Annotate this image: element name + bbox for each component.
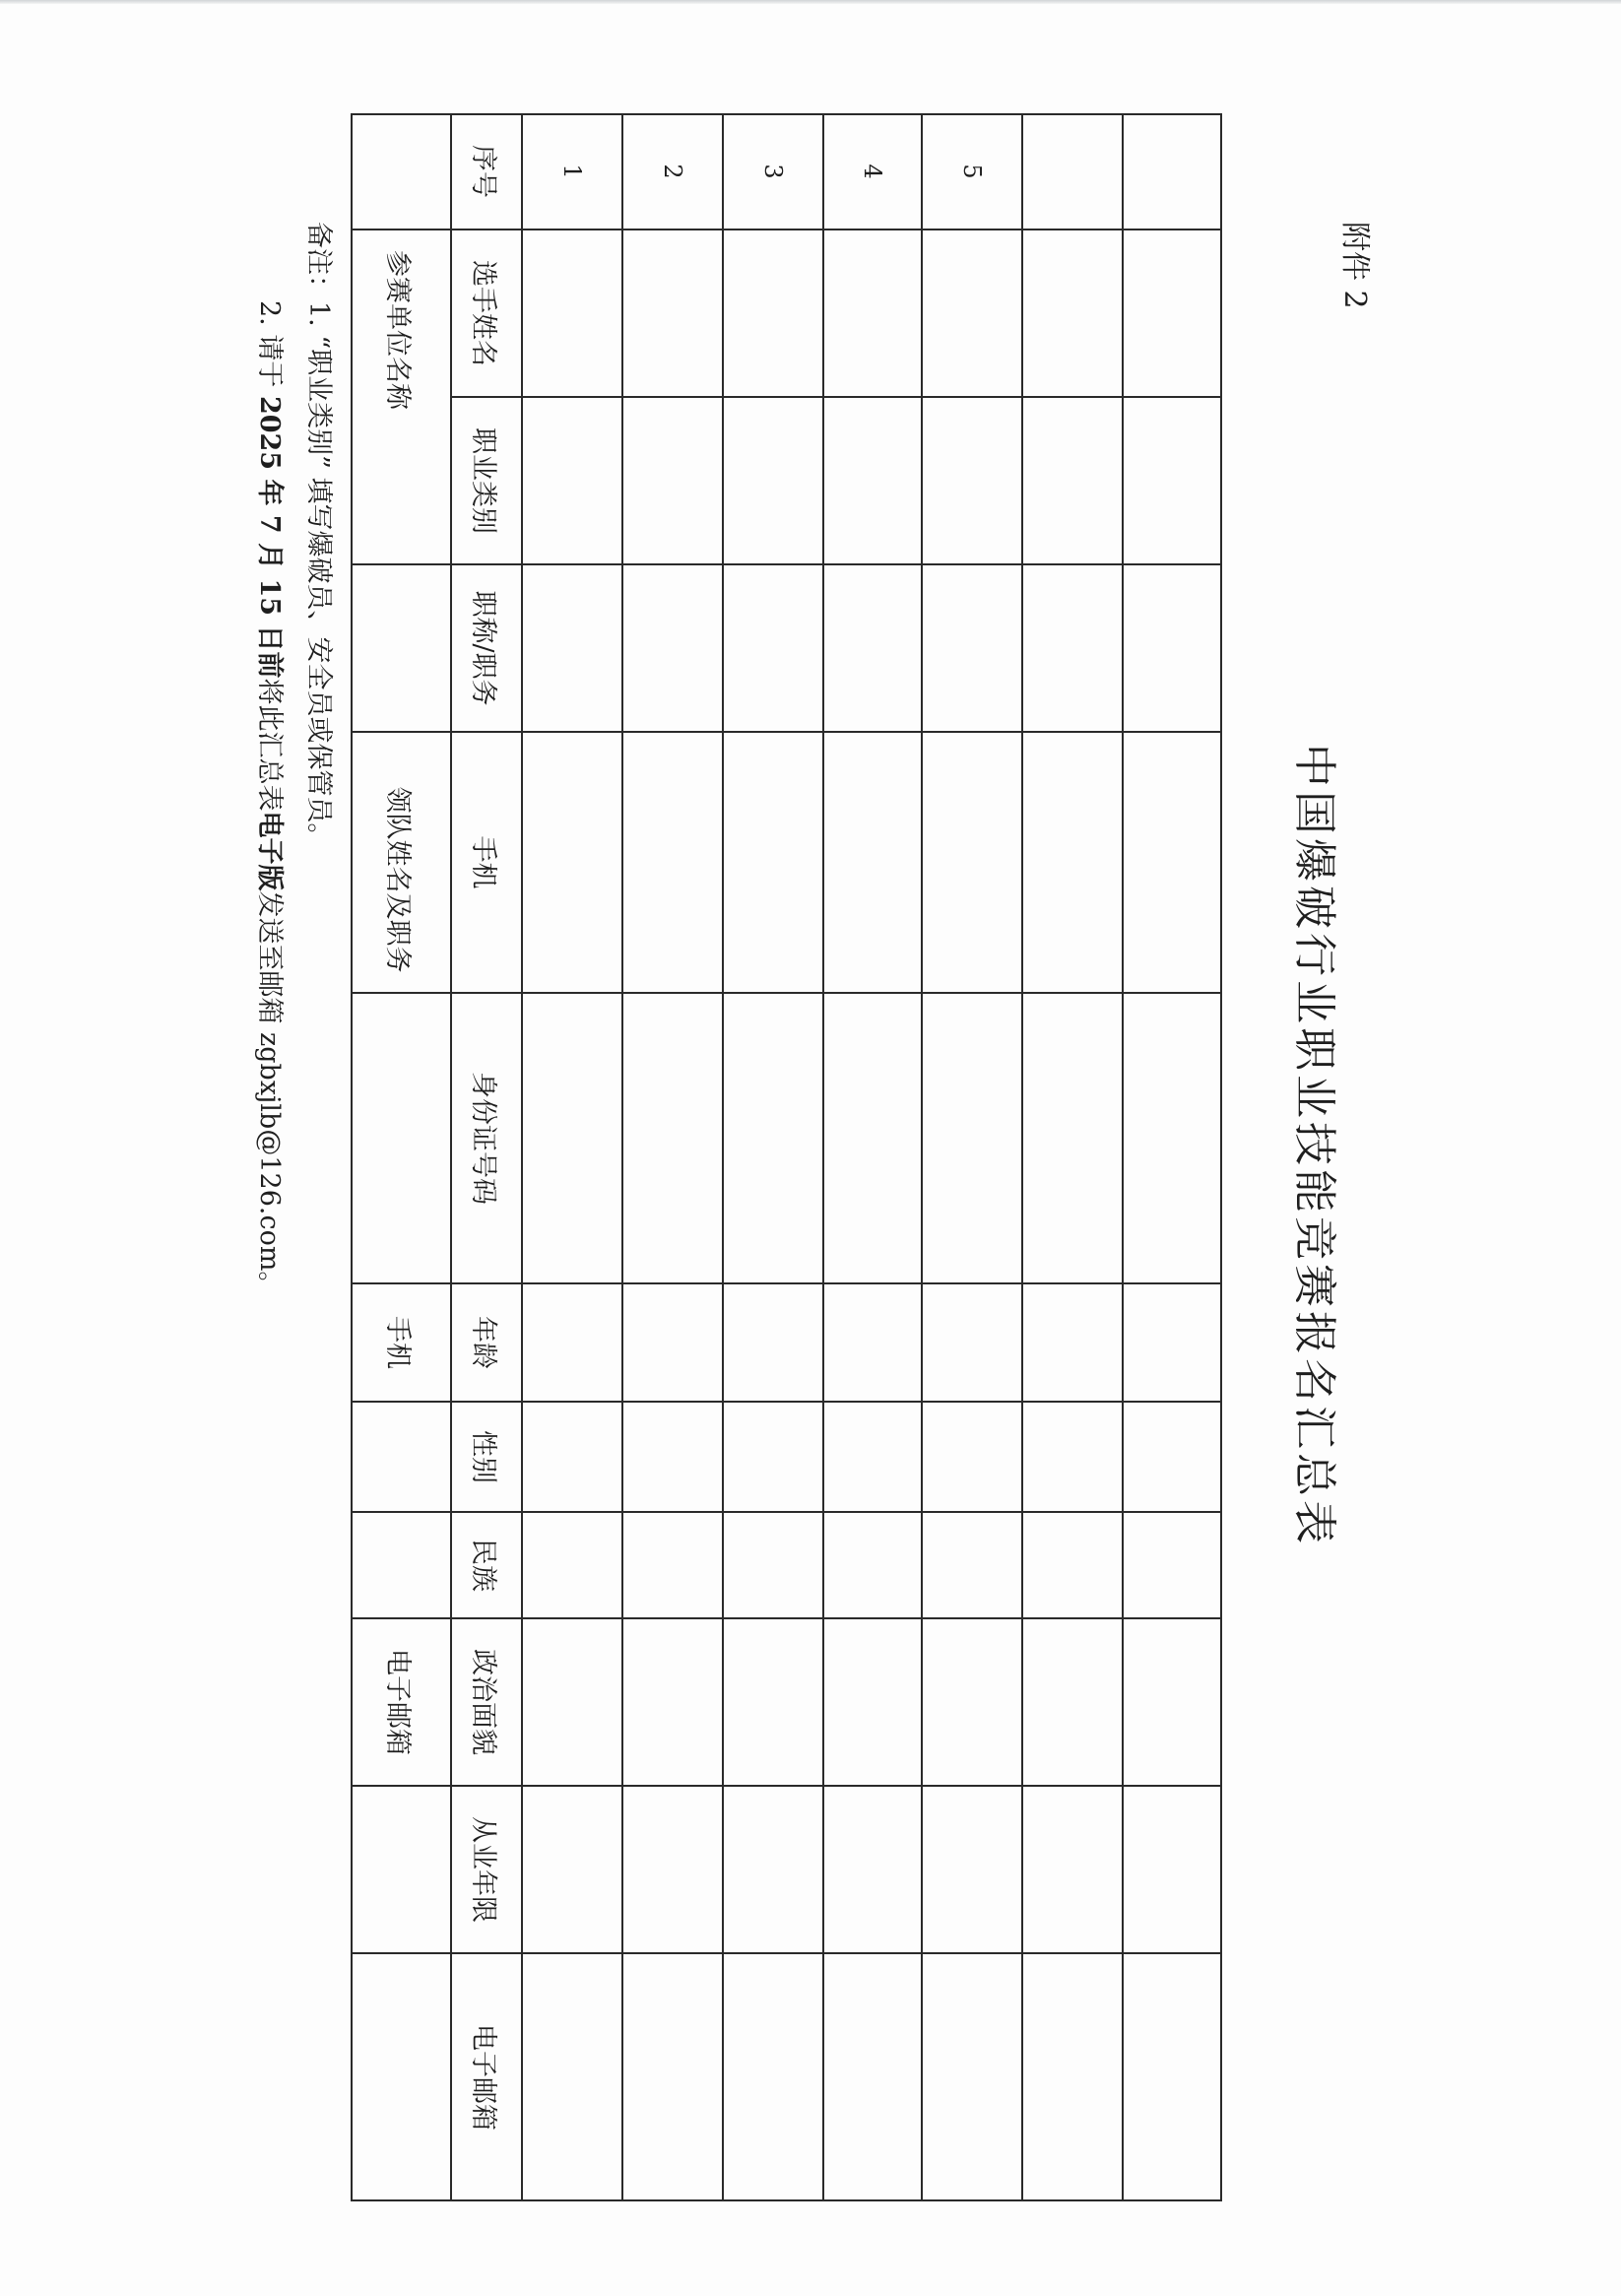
header-occupation: 职业类别 bbox=[468, 427, 499, 534]
row-number: 4 bbox=[859, 164, 886, 179]
header-age: 年龄 bbox=[468, 1316, 499, 1369]
row-number: 3 bbox=[759, 164, 787, 179]
header-years-employed: 从业年限 bbox=[468, 1816, 499, 1923]
leader-label: 领队姓名及职务 bbox=[382, 786, 414, 973]
leader-phone-label: 手机 bbox=[382, 1316, 414, 1369]
header-political-status: 政治面貌 bbox=[468, 1649, 499, 1755]
row-number: 5 bbox=[958, 164, 986, 179]
note-2-middle: 将此汇总表 bbox=[254, 678, 285, 812]
note-2-date: 2025 年 7 月 15 日前 bbox=[254, 395, 285, 679]
header-ethnicity: 民族 bbox=[468, 1539, 499, 1592]
note-2-prefix: 2. 请于 bbox=[254, 300, 285, 388]
page-title: 中国爆破行业职业技能竞赛报名汇总表 bbox=[1289, 744, 1339, 1547]
note-line-2 bbox=[253, 300, 292, 1297]
registration-table bbox=[351, 113, 1222, 2201]
note-1: 1. “职业类别” 填写爆破员、安全员或保管员。 bbox=[303, 301, 334, 850]
header-id-number: 身份证号码 bbox=[468, 1072, 499, 1205]
note-2-format: 电子版 bbox=[254, 811, 285, 891]
header-gender: 性别 bbox=[468, 1430, 499, 1483]
attachment-label: 附件 2 bbox=[1337, 222, 1372, 309]
row-number: 2 bbox=[659, 164, 686, 179]
header-email: 电子邮箱 bbox=[468, 2024, 499, 2131]
unit-label: 参赛单位名称 bbox=[382, 250, 414, 410]
header-index: 序号 bbox=[468, 145, 499, 198]
email-label: 电子邮箱 bbox=[382, 1649, 414, 1755]
header-phone: 手机 bbox=[468, 835, 499, 889]
header-name: 选手姓名 bbox=[468, 260, 499, 366]
note-line-1 bbox=[302, 222, 341, 850]
note-2-suffix: 发送至邮箱 zgbxjlb@126.com。 bbox=[254, 890, 285, 1298]
header-title: 职称/职务 bbox=[468, 590, 499, 706]
row-number: 1 bbox=[558, 164, 586, 179]
notes-prefix: 备注： bbox=[303, 222, 334, 301]
